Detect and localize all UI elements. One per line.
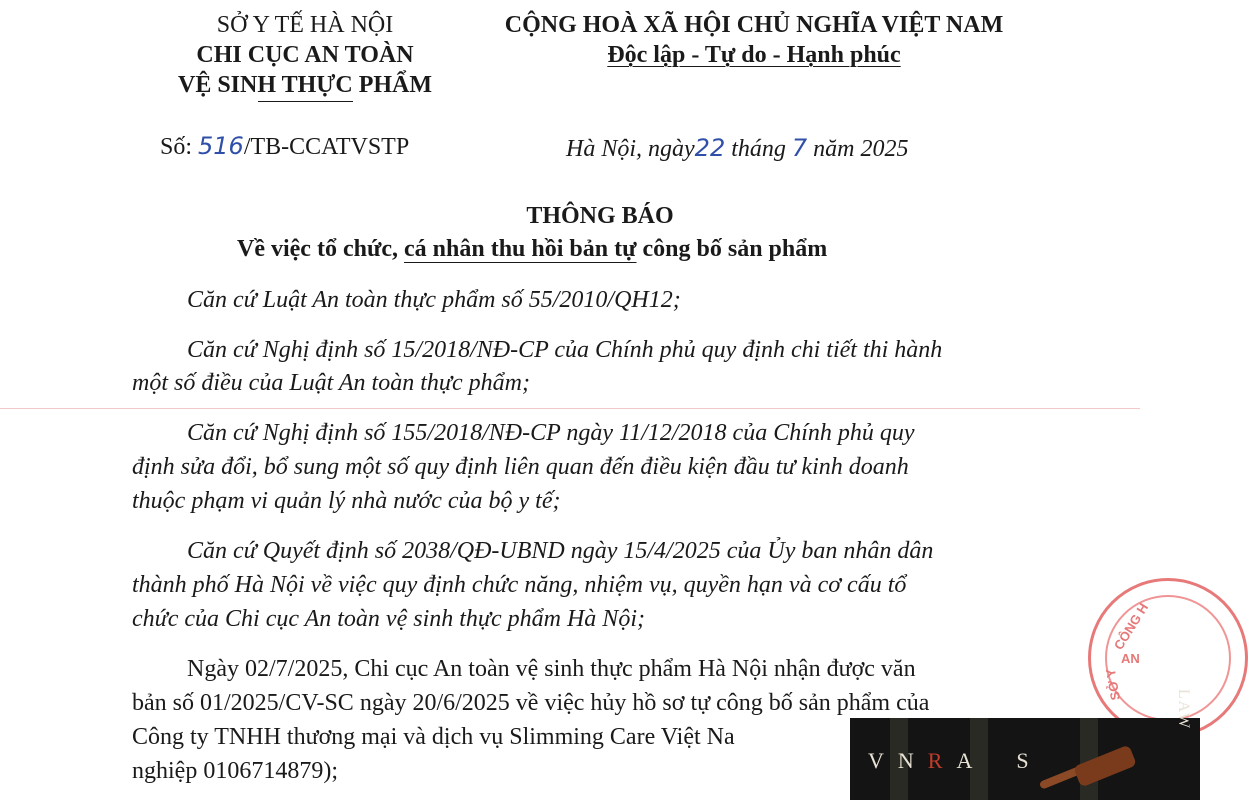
body-line3: Công ty TNHH thương mại và dịch vụ Slimming Care Việt Na [132, 724, 735, 750]
seal-text-top: CÔNG H [1110, 600, 1152, 653]
document-title: THÔNG BÁO [526, 203, 674, 229]
subject-pre: Về việc tổ chức, [237, 236, 405, 262]
date-month-label: tháng [731, 136, 786, 162]
body-line4: nghiệp 0106714879); [132, 758, 338, 784]
national-motto: Độc lập - Tự do - Hạnh phúc [607, 42, 901, 68]
logo-letter: R [927, 748, 957, 773]
body-line1: Ngày 02/7/2025, Chi cục An toàn vệ sinh thực phẩm Hà Nội nhận được văn [187, 656, 916, 682]
handwritten-number: 516 [198, 132, 244, 160]
seal-text-side: SỞ Y [1102, 667, 1124, 702]
body-line2: bản số 01/2025/CV-SC ngày 20/6/2025 về việc hủy hồ sơ tự công bố sản phẩm của [132, 690, 930, 716]
logo-wordmark [868, 748, 1043, 774]
vnras-law-logo [850, 688, 1200, 800]
logo-letter: A [956, 748, 987, 773]
document-number [160, 132, 409, 161]
basis-law: Căn cứ Luật An toàn thực phẩm số 55/2010/QH12; [187, 287, 681, 313]
basis-decree-155-line1: Căn cứ Nghị định số 155/2018/NĐ-CP ngày 11/12/2018 của Chính phủ quy [187, 420, 915, 446]
agency-name-line2: VỆ SINH THỰC PHẨM [177, 72, 432, 98]
agency-name-line1: CHI CỤC AN TOÀN [196, 42, 414, 68]
scan-fold-line [0, 408, 1140, 409]
national-header [478, 10, 1030, 70]
subject-underlined: cá nhân thu hồi bản tự [404, 236, 637, 262]
document-subject [237, 236, 827, 263]
basis-decision-line2: thành phố Hà Nội về việc quy định chức năng, nhiệm vụ, quyền hạn và cơ cấu tổ [132, 572, 907, 598]
date-place: Hà Nội, ngày [566, 136, 695, 162]
basis-decree-155-line3: thuộc phạm vi quản lý nhà nước của bộ y tế; [132, 488, 561, 514]
handwritten-day: 22 [694, 134, 726, 162]
logo-letter: S [1016, 748, 1043, 773]
country-name: CỘNG HOÀ XÃ HỘI CHỦ NGHĨA VIỆT NAM [504, 12, 1004, 38]
agency-header [160, 10, 450, 100]
parent-agency: SỞ Y TẾ HÀ NỘI [216, 12, 394, 38]
handwritten-month: 7 [791, 134, 808, 162]
logo-letter: N [897, 748, 928, 773]
seal-text-mid: AN [1121, 651, 1140, 666]
number-suffix: /TB-CCATVSTP [243, 134, 410, 160]
logo-letter: V [868, 748, 898, 773]
basis-decree-15-line1: Căn cứ Nghị định số 15/2018/NĐ-CP của Chính phủ quy định chi tiết thi hành [187, 337, 943, 363]
basis-decree-15-line2: một số điều của Luật An toàn thực phẩm; [132, 370, 530, 396]
basis-decree-155-line2: định sửa đổi, bổ sung một số quy định liên quan đến điều kiện đầu tư kinh doanh [132, 454, 909, 480]
agency-underline [258, 101, 353, 102]
number-prefix: Số: [160, 134, 193, 160]
dateline [566, 134, 909, 163]
logo-law-text: LAW [1175, 688, 1192, 730]
subject-post: công bố sản phẩm [636, 236, 828, 262]
date-year: năm 2025 [813, 136, 909, 162]
basis-decision-line3: chức của Chi cục An toàn vệ sinh thực phẩm Hà Nội; [132, 606, 645, 632]
basis-decision-line1: Căn cứ Quyết định số 2038/QĐ-UBND ngày 15/4/2025 của Ủy ban nhân dân [187, 538, 934, 564]
official-seal [1088, 578, 1248, 738]
